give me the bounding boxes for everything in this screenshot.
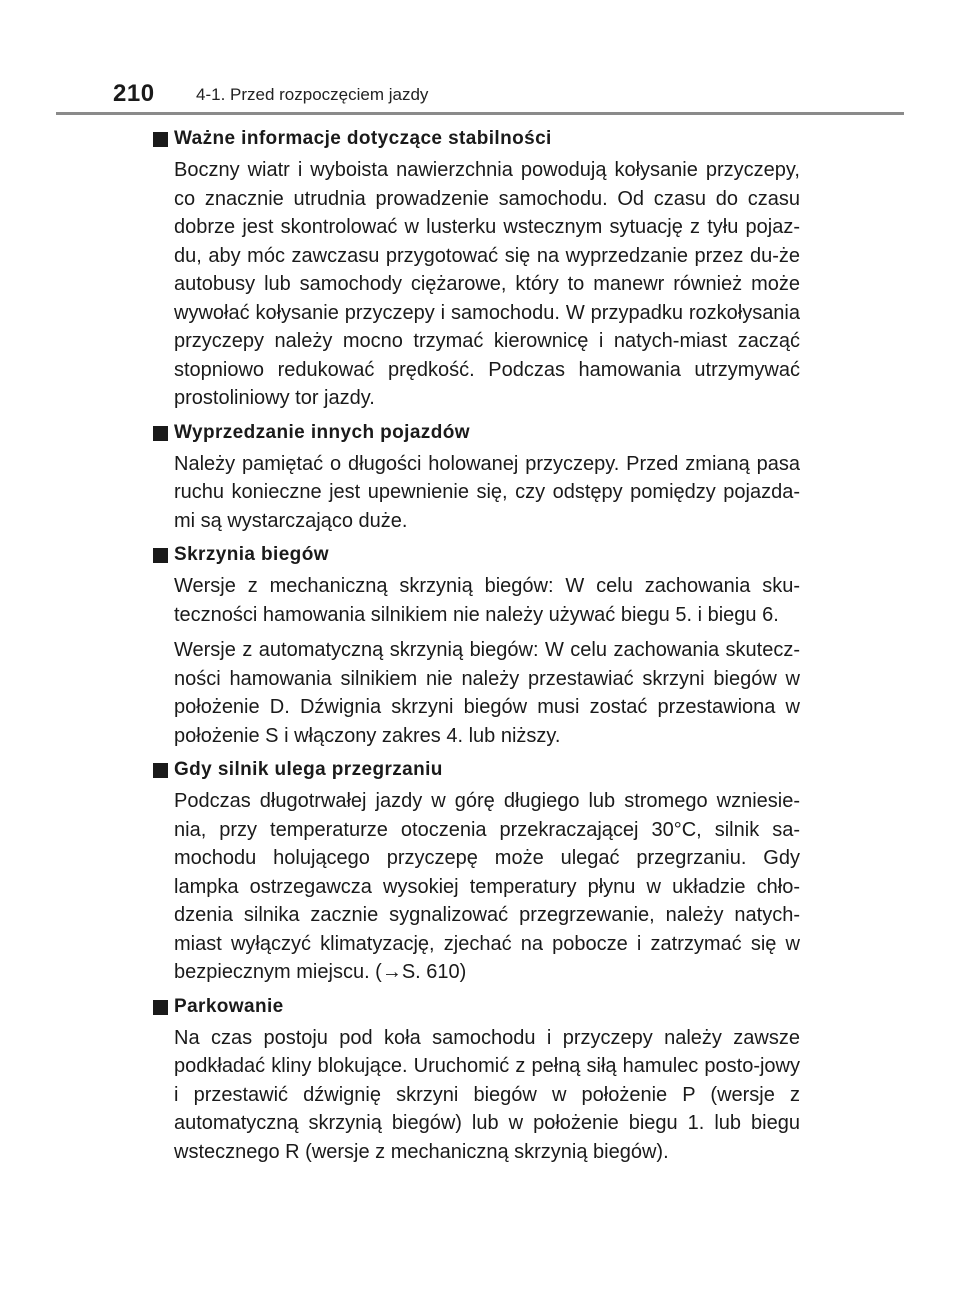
section-heading-text: Skrzynia biegów: [174, 544, 329, 565]
page-number: 210: [113, 80, 155, 107]
section-heading-text: Parkowanie: [174, 995, 284, 1017]
section-stability: [150, 124, 800, 418]
section-heading: [150, 124, 800, 154]
square-bullet-icon: [153, 426, 168, 441]
section-overtaking: [150, 418, 800, 541]
square-bullet-icon: [153, 132, 168, 147]
section-heading: [150, 992, 800, 1022]
section-heading: [150, 755, 800, 785]
page-content: [150, 124, 800, 1171]
section-heading-text: Wyprzedzanie innych pojazdów: [174, 421, 470, 443]
section-parking: [150, 992, 800, 1172]
page-header: [0, 0, 960, 118]
section-overheating: [150, 755, 800, 992]
section-paragraph: Należy pamiętać o długości holowanej przyczepy. Przed zmianą pasa ruchu konieczne jest upewnienie się, czy odstępy pomiędzy pojazda-mi są wystarczająco duże.: [174, 452, 800, 532]
section-heading-text: Ważne informacje dotyczące stabilności: [174, 128, 552, 149]
header-divider: [56, 112, 904, 115]
section-paragraph: Na czas postoju pod koła samochodu i przyczepy należy zawsze podkładać kliny blokujące. Uruchomić z pełną siłą hamulec posto-jowy i przestawić dźwignię skrzyni biegów w położenie P (wersje z automatyczną skrzynią biegów) lub w położenie biegu 1. lub biegu wstecznego R (wersje z mechaniczną skrzynią biegów).: [174, 1026, 800, 1163]
section-gearbox: [150, 540, 800, 755]
section-heading: [150, 540, 800, 570]
section-heading: [150, 418, 800, 448]
square-bullet-icon: [153, 763, 168, 778]
section-paragraph: Boczny wiatr i wyboista nawierzchnia powodują kołysanie przyczepy, co znacznie utrudnia prowadzenie samochodu. Od czasu do czasu dobrze jest skontrolować w lusterku wstecznym sytuację z tyłu pojaz-du, aby móc zawczasu przygotować się na wyprzedzanie przez du-że autobusy lub samochody ciężarowe, który to manewr również może wywołać kołysanie przyczepy i samochodu. W przypadku rozkołysania przyczepy należy mocno trzymać kierownicę i natych-miast zacząć stopniowo redukować prędkość. Podczas hamowania utrzymywać prostoliniowy tor jazdy.: [174, 159, 800, 409]
section-heading-text: Gdy silnik ulega przegrzaniu: [174, 759, 443, 780]
section-paragraph: Podczas długotrwałej jazdy w górę długiego lub stromego wzniesie-nia, przy temperaturze otoczenia przekraczającej 30°C, silnik sa-mochodu holującego przyczepę może ulegać przegrzaniu. Gdy lampka ostrzegawcza wysokiej temperatury płynu w układzie chło-dzenia silnika zacznie sygnalizować przegrzewanie, należy natych-miast wyłączyć klimatyzację, zjechać na pobocze i zatrzymać się w bezpiecznym miejscu. (→S. 610): [174, 790, 800, 983]
section-paragraph: Wersje z mechaniczną skrzynią biegów: W celu zachowania sku-teczności hamowania silnikiem nie należy używać biegu 5. i biegu 6.: [174, 575, 800, 626]
square-bullet-icon: [153, 548, 168, 563]
chapter-title: 4-1. Przed rozpoczęciem jazdy: [196, 85, 429, 104]
section-paragraph: Wersje z automatyczną skrzynią biegów: W celu zachowania skutecz-ności hamowania silnikiem nie należy przestawiać skrzyni biegów w położenie D. Dźwignia skrzyni biegów musi zostać przestawiona w położenie S i włączony zakres 4. lub niższy.: [174, 639, 800, 747]
square-bullet-icon: [153, 1000, 168, 1015]
